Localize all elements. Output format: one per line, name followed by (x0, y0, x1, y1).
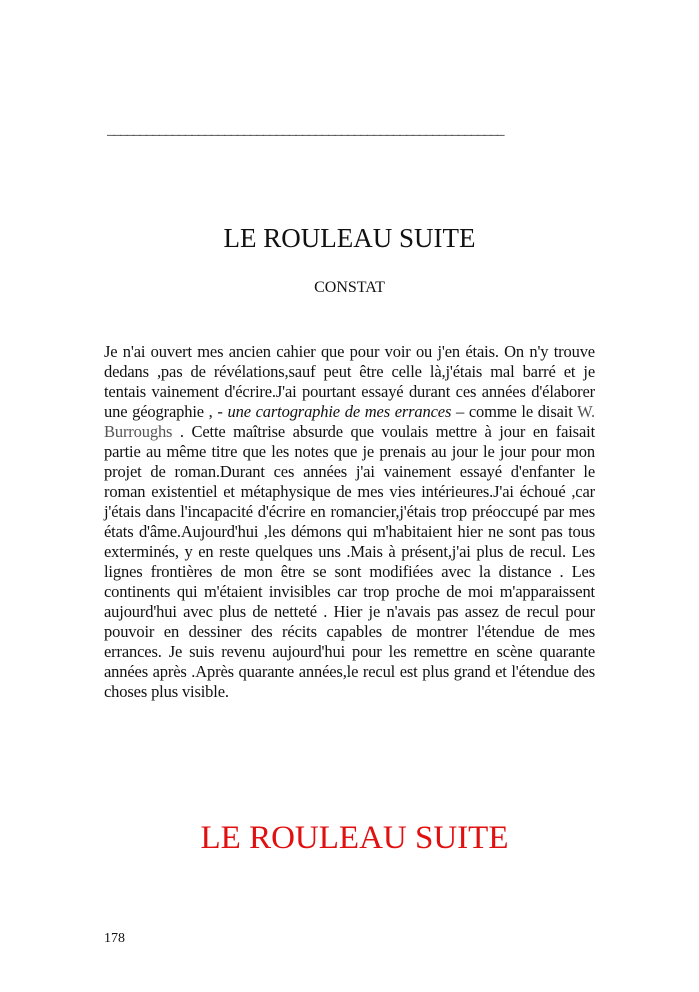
footer-title: LE ROULEAU SUITE (200, 820, 509, 856)
body-text-italic: une cartographie de mes errances (227, 402, 452, 421)
body-text-part-1: Je n'ai ouvert mes ancien cahier que pour voir ou j'en étais. On n'y trouve dedans ,pas de révélations,sauf peut être celle là,j'étais mal barré et je tentais vainement d'écrire.J'ai pourtant essayé durant ces années d'élaborer une géographie , - (104, 342, 595, 421)
body-text-part-3: . Cette maîtrise absurde que voulais mettre à jour en faisait partie au même titre que les notes que je prenais au jour le jour pour mon projet de roman.Durant ces années j'ai vainement essayé d'enfanter le roman existentiel et métaphysique de mes vies intérieures.J'ai échoué ,car j'étais dans l'incapacité d'écrire en romancier,j'étais trop préoccupé par mes états d'âme.Aujourd'hui ,les démons qui m'habitaient hier ne sont pas tous exterminés, y en reste quelques uns .Mais à présent,j'ai plus de recul. Les lignes frontières de mon être se sont modifiées avec la distance . Les continents qui m'étaient invisibles car trop proche de moi m'apparaissent aujourd'hui avec plus de netteté . Hier je n'avais pas assez de recul pour pouvoir en dessiner des récits capables de montrer l'étendue de mes errances. Je suis revenu aujourd'hui pour les remettre en scène quarante années après .Après quarante années,le recul est plus grand et l'étendue des choses plus visible. (104, 422, 595, 701)
body-text-part-2: – comme le disait (451, 402, 578, 421)
body-paragraph (104, 342, 595, 702)
author-reference: W. Burroughs (104, 402, 595, 441)
header-rule: _____________________________________________________________ (107, 122, 504, 138)
section-subtitle: CONSTAT (314, 279, 385, 296)
page-title: LE ROULEAU SUITE (223, 223, 476, 253)
page-number: 178 (104, 931, 125, 946)
